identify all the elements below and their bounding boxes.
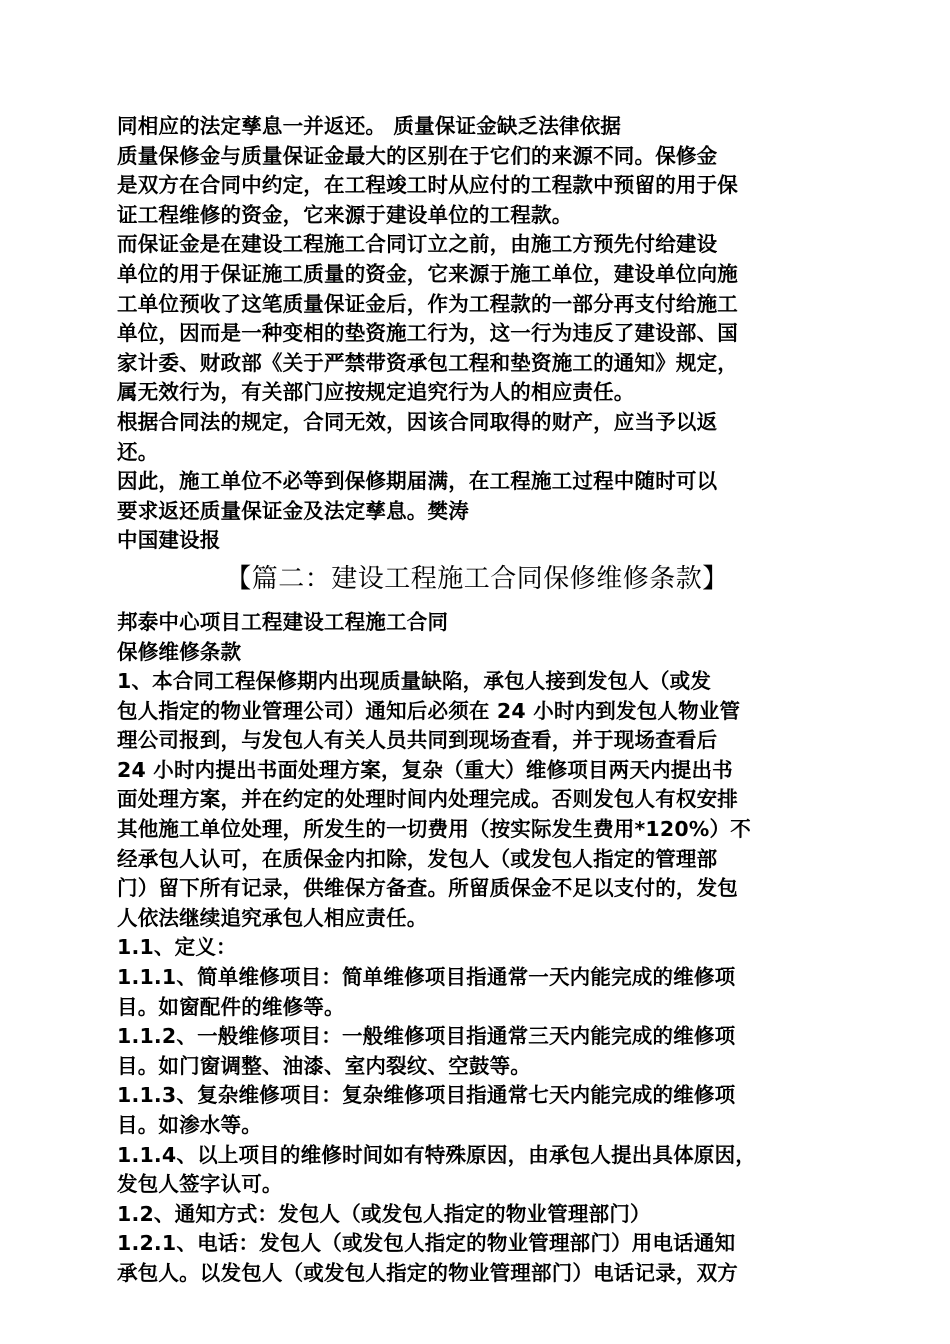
text-line: 属无效行为，有关部门应按规定追究行为人的相应责任。 (117, 380, 635, 405)
text-line: 发包人签字认可。 (117, 1172, 283, 1197)
text-line: 而保证金是在建设工程施工合同订立之前，由施工方预先付给建设 (117, 232, 718, 257)
text-line: 工单位预收了这笔质量保证金后，作为工程款的一部分再支付给施工 (117, 291, 738, 316)
text-line: 1.1.1、简单维修项目：简单维修项目指通常一天内能完成的维修项 (117, 965, 736, 990)
text-line: 保修维修条款 (117, 639, 242, 664)
text-line: 目。如窗配件的维修等。 (117, 994, 345, 1019)
text-line: 根据合同法的规定，合同无效，因该合同取得的财产，应当予以返 (117, 409, 718, 434)
text-line: 单位的用于保证施工质量的资金，它来源于施工单位，建设单位向施 (117, 261, 738, 286)
text-line: 1.1.3、复杂维修项目：复杂维修项目指通常七天内能完成的维修项 (117, 1083, 736, 1108)
text-line: 经承包人认可，在质保金内扣除，发包人（或发包人指定的管理部 (117, 846, 718, 871)
text-line: 质量保修金与质量保证金最大的区别在于它们的来源不同。保修金 (117, 143, 718, 168)
section-1 (117, 112, 837, 556)
text-line: 要求返还质量保证金及法定孳息。樊涛 (117, 498, 469, 523)
text-line: 包人指定的物业管理公司）通知后必须在 24 小时内到发包人物业管 (117, 698, 741, 723)
text-line: 同相应的法定孳息一并返还。 质量保证金缺乏法律依据 (117, 114, 622, 138)
text-line: 1.1.4、以上项目的维修时间如有特殊原因，由承包人提出具体原因， (117, 1142, 756, 1167)
text-line: 家计委、财政部《关于严禁带资承包工程和垫资施工的通知》规定， (117, 350, 738, 375)
text-line: 目。如门窗调整、油漆、室内裂纹、空鼓等。 (117, 1053, 531, 1078)
text-line: 单位，因而是一种变相的垫资施工行为，这一行为违反了建设部、国 (117, 321, 738, 346)
text-line: 1、本合同工程保修期内出现质量缺陷，承包人接到发包人（或发 (117, 669, 712, 694)
section-heading: 【篇二：建设工程施工合同保修维修条款】 (225, 563, 729, 594)
text-line: 中国建设报 (117, 528, 221, 553)
section-2 (117, 608, 837, 1289)
text-line: 门）留下所有记录，供维保方备查。所留质保金不足以支付的，发包 (117, 876, 738, 901)
text-line: 邦泰中心项目工程建设工程施工合同 (117, 609, 449, 634)
text-line: 1.2、通知方式：发包人（或发包人指定的物业管理部门） (117, 1201, 651, 1226)
text-line: 1.1、定义： (117, 935, 237, 960)
text-line: 1.2.1、电话：发包人（或发包人指定的物业管理部门）用电话通知 (117, 1231, 736, 1256)
text-line: 承包人。以发包人（或发包人指定的物业管理部门）电话记录，双方 (117, 1260, 738, 1285)
text-line: 证工程维修的资金，它来源于建设单位的工程款。 (117, 202, 573, 227)
text-line: 因此，施工单位不必等到保修期届满，在工程施工过程中随时可以 (117, 469, 718, 494)
text-line: 24 小时内提出书面处理方案，复杂（重大）维修项目两天内提出书 (117, 757, 733, 782)
text-line: 面处理方案，并在约定的处理时间内处理完成。否则发包人有权安排 (117, 787, 738, 812)
text-line: 人依法继续追究承包人相应责任。 (117, 905, 428, 930)
text-line: 目。如渗水等。 (117, 1113, 262, 1137)
text-line: 理公司报到，与发包人有关人员共同到现场查看，并于现场查看后 (117, 728, 718, 753)
text-line: 其他施工单位处理，所发生的一切费用（按实际发生费用*120%）不 (117, 817, 751, 842)
text-line: 1.1.2、一般维修项目：一般维修项目指通常三天内能完成的维修项 (117, 1024, 736, 1049)
text-line: 还。 (117, 439, 159, 464)
document-page (117, 112, 837, 1289)
text-line: 是双方在合同中约定，在工程竣工时从应付的工程款中预留的用于保 (117, 173, 738, 198)
